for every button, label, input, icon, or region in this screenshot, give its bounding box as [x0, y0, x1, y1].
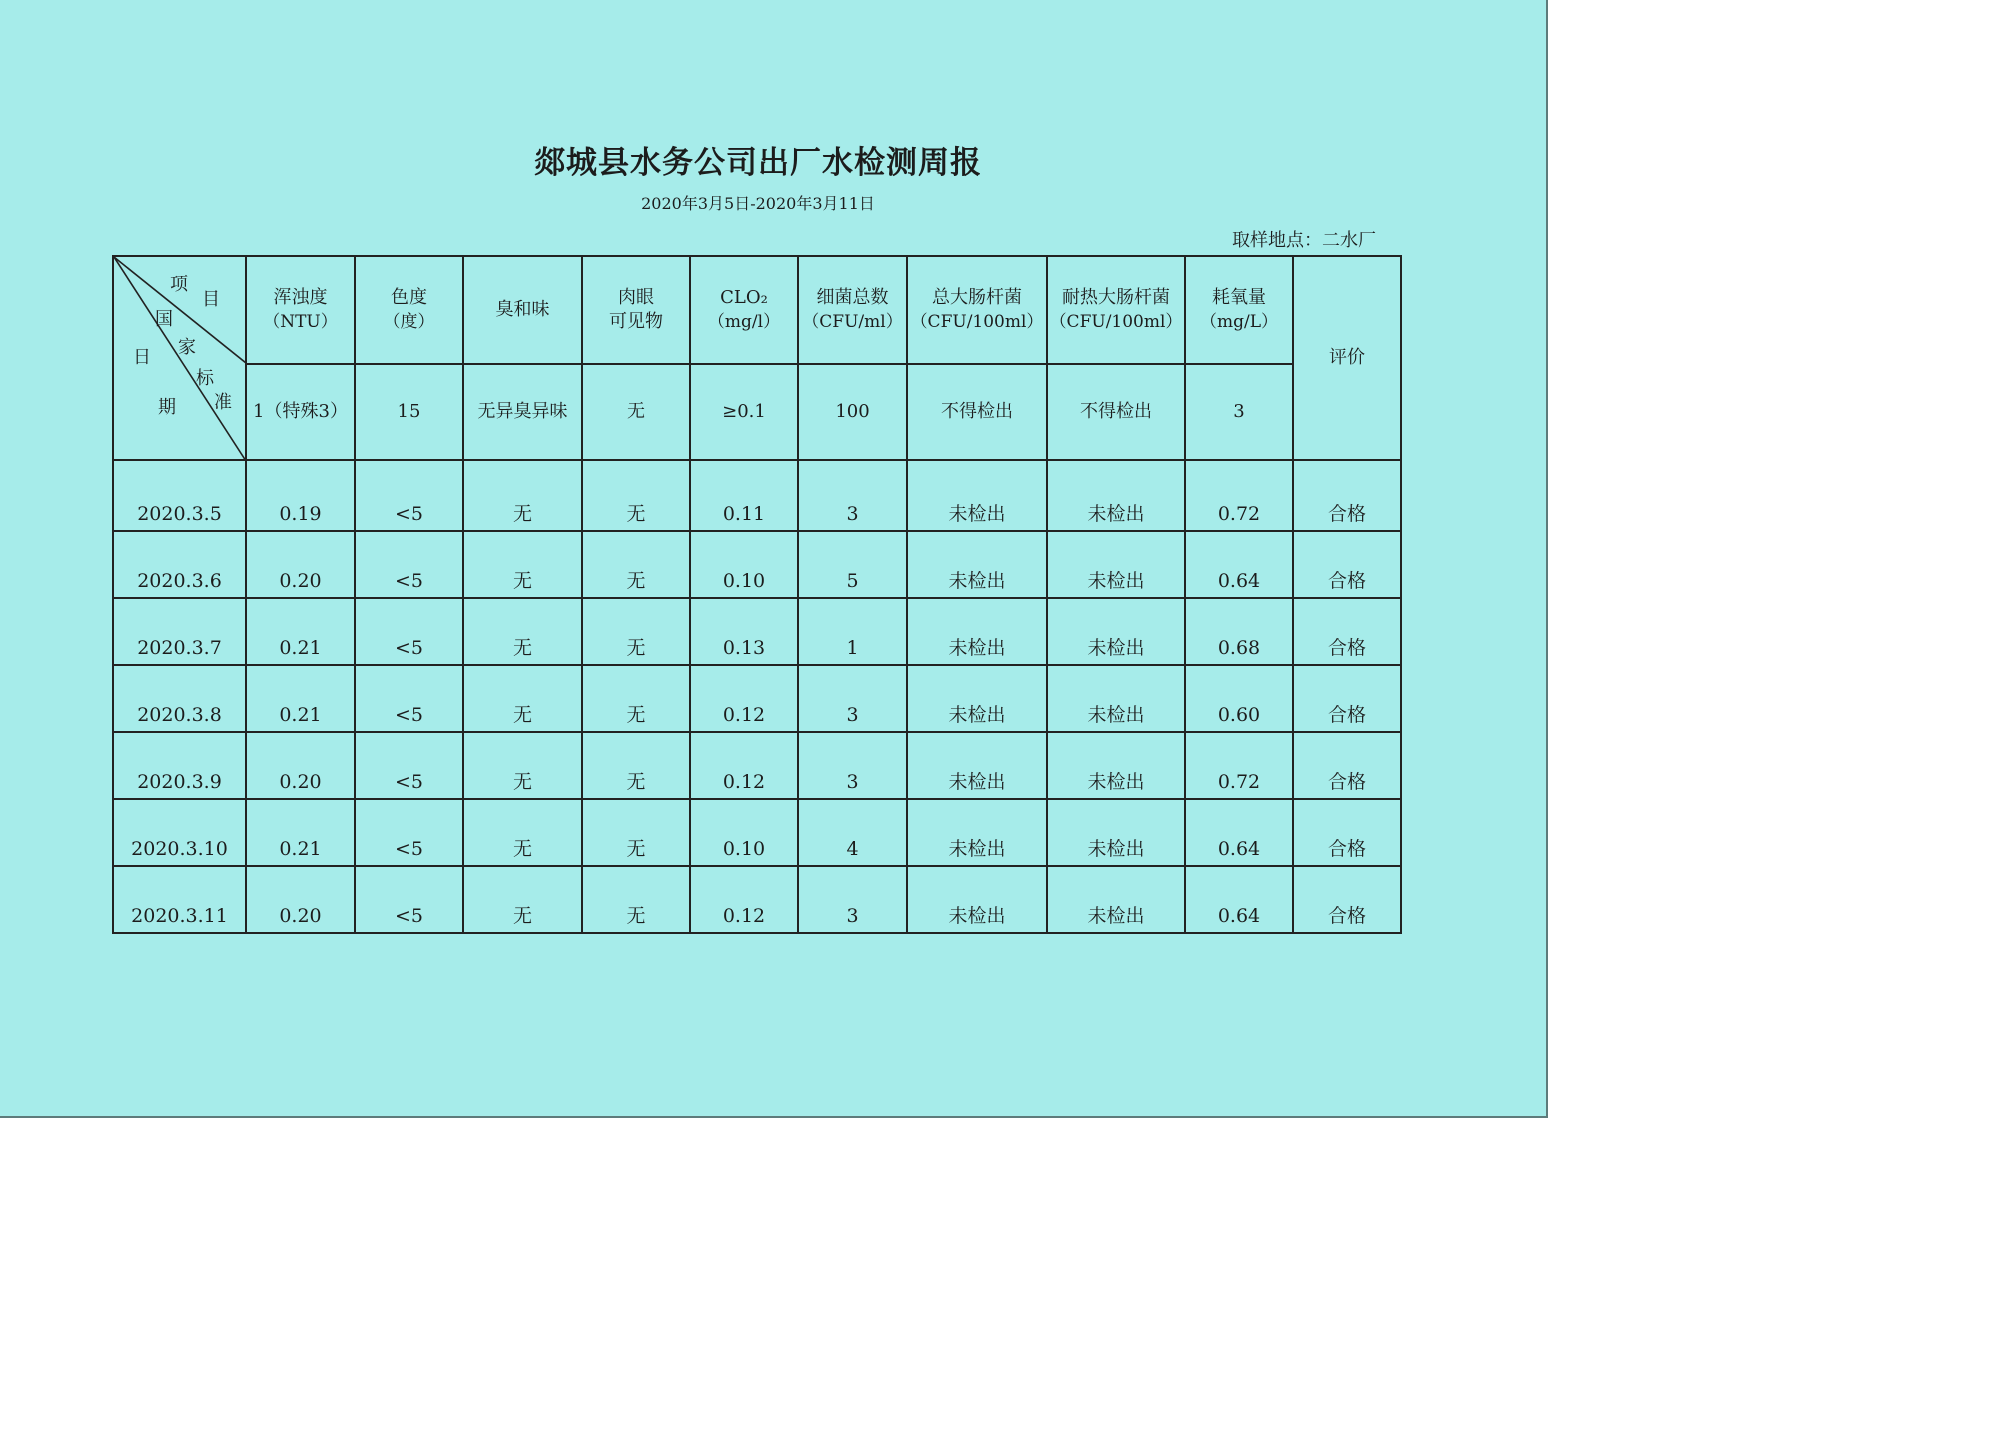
cell-oxygen-consumption: 0.72: [1185, 732, 1293, 799]
cell-total-bacteria: 3: [798, 665, 907, 732]
cell-total-bacteria: 5: [798, 531, 907, 598]
cell-visible-matter: 无: [582, 866, 690, 933]
report-period: 2020年3月5日-2020年3月11日: [641, 194, 875, 213]
cell-thermo-coliform: 未检出: [1047, 460, 1185, 531]
header-clo2: CLO₂ （mg/l）: [690, 256, 798, 364]
cell-total-coliform: 未检出: [907, 531, 1047, 598]
cell-turbidity: 0.21: [246, 598, 355, 665]
cell-turbidity: 0.19: [246, 460, 355, 531]
cell-oxygen-consumption: 0.64: [1185, 799, 1293, 866]
standard-total-coliform: 不得检出: [907, 364, 1047, 460]
cell-total-bacteria: 3: [798, 460, 907, 531]
cell-odor: 无: [463, 866, 582, 933]
cell-clo2: 0.10: [690, 531, 798, 598]
corner-label-item-1: 项: [170, 274, 188, 295]
table-row: [113, 665, 1401, 732]
cell-odor: 无: [463, 598, 582, 665]
cell-total-coliform: 未检出: [907, 460, 1047, 531]
cell-thermo-coliform: 未检出: [1047, 866, 1185, 933]
cell-clo2: 0.11: [690, 460, 798, 531]
cell-odor: 无: [463, 460, 582, 531]
corner-header-cell: [113, 256, 246, 460]
cell-date: 2020.3.10: [113, 799, 246, 866]
cell-total-bacteria: 3: [798, 732, 907, 799]
cell-thermo-coliform: 未检出: [1047, 732, 1185, 799]
cell-visible-matter: 无: [582, 531, 690, 598]
cell-color: <5: [355, 799, 463, 866]
cell-thermo-coliform: 未检出: [1047, 531, 1185, 598]
cell-date: 2020.3.6: [113, 531, 246, 598]
cell-oxygen-consumption: 0.72: [1185, 460, 1293, 531]
cell-oxygen-consumption: 0.60: [1185, 665, 1293, 732]
cell-color: <5: [355, 732, 463, 799]
cell-date: 2020.3.8: [113, 665, 246, 732]
corner-label-date-2: 期: [158, 397, 176, 418]
cell-total-bacteria: 1: [798, 598, 907, 665]
cell-evaluation: 合格: [1293, 799, 1401, 866]
cell-evaluation: 合格: [1293, 460, 1401, 531]
corner-label-standard-1: 国: [155, 309, 173, 330]
cell-turbidity: 0.21: [246, 665, 355, 732]
cell-thermo-coliform: 未检出: [1047, 665, 1185, 732]
standard-visible-matter: 无: [582, 364, 690, 460]
cell-visible-matter: 无: [582, 665, 690, 732]
cell-date: 2020.3.11: [113, 866, 246, 933]
cell-odor: 无: [463, 531, 582, 598]
table-row: [113, 799, 1401, 866]
standard-oxygen-consumption: 3: [1185, 364, 1293, 460]
cell-color: <5: [355, 531, 463, 598]
header-row: [113, 256, 1401, 364]
cell-odor: 无: [463, 665, 582, 732]
cell-total-coliform: 未检出: [907, 598, 1047, 665]
cell-odor: 无: [463, 799, 582, 866]
cell-oxygen-consumption: 0.68: [1185, 598, 1293, 665]
cell-date: 2020.3.5: [113, 460, 246, 531]
header-oxygen-consumption: 耗氧量 （mg/L）: [1185, 256, 1293, 364]
standard-turbidity: 1（特殊3）: [246, 364, 355, 460]
cell-total-coliform: 未检出: [907, 665, 1047, 732]
cell-turbidity: 0.20: [246, 531, 355, 598]
table-row: [113, 598, 1401, 665]
sampling-location-label: 取样地点：: [1232, 230, 1322, 251]
cell-thermo-coliform: 未检出: [1047, 598, 1185, 665]
cell-visible-matter: 无: [582, 799, 690, 866]
cell-turbidity: 0.20: [246, 732, 355, 799]
cell-turbidity: 0.21: [246, 799, 355, 866]
cell-total-bacteria: 4: [798, 799, 907, 866]
table-row: [113, 732, 1401, 799]
standard-odor: 无异臭异味: [463, 364, 582, 460]
header-visible-matter: 肉眼 可见物: [582, 256, 690, 364]
cell-evaluation: 合格: [1293, 598, 1401, 665]
corner-label-item-2: 目: [202, 289, 220, 310]
cell-clo2: 0.12: [690, 732, 798, 799]
corner-label-standard-3: 标: [196, 368, 214, 389]
table-row: [113, 460, 1401, 531]
header-evaluation: 评价: [1293, 256, 1401, 460]
header-total-coliform: 总大肠杆菌 （CFU/100ml）: [907, 256, 1047, 364]
cell-color: <5: [355, 665, 463, 732]
cell-clo2: 0.13: [690, 598, 798, 665]
cell-oxygen-consumption: 0.64: [1185, 531, 1293, 598]
standard-clo2: ≥0.1: [690, 364, 798, 460]
header-odor: 臭和味: [463, 256, 582, 364]
cell-visible-matter: 无: [582, 460, 690, 531]
cell-visible-matter: 无: [582, 598, 690, 665]
cell-odor: 无: [463, 732, 582, 799]
table-row: [113, 866, 1401, 933]
corner-label-standard-4: 准: [214, 392, 232, 413]
standard-color: 15: [355, 364, 463, 460]
cell-oxygen-consumption: 0.64: [1185, 866, 1293, 933]
cell-total-coliform: 未检出: [907, 732, 1047, 799]
header-color: 色度 （度）: [355, 256, 463, 364]
cell-clo2: 0.12: [690, 665, 798, 732]
cell-date: 2020.3.9: [113, 732, 246, 799]
cell-turbidity: 0.20: [246, 866, 355, 933]
cell-date: 2020.3.7: [113, 598, 246, 665]
corner-label-date-1: 日: [133, 347, 151, 368]
cell-color: <5: [355, 598, 463, 665]
corner-label-standard-2: 家: [178, 337, 196, 358]
cell-thermo-coliform: 未检出: [1047, 799, 1185, 866]
cell-color: <5: [355, 460, 463, 531]
table-row: [113, 531, 1401, 598]
header-turbidity: 浑浊度 （NTU）: [246, 256, 355, 364]
cell-evaluation: 合格: [1293, 531, 1401, 598]
sampling-location: [1140, 226, 1376, 252]
header-thermo-coliform: 耐热大肠杆菌 （CFU/100ml）: [1047, 256, 1185, 364]
cell-total-coliform: 未检出: [907, 799, 1047, 866]
water-quality-table: [112, 255, 1402, 934]
cell-evaluation: 合格: [1293, 665, 1401, 732]
cell-visible-matter: 无: [582, 732, 690, 799]
cell-evaluation: 合格: [1293, 732, 1401, 799]
standard-total-bacteria: 100: [798, 364, 907, 460]
cell-color: <5: [355, 866, 463, 933]
sampling-location-value: 二水厂: [1322, 230, 1376, 251]
report-title: 郯城县水务公司出厂水检测周报: [534, 145, 982, 181]
standard-row: [113, 364, 1401, 460]
cell-clo2: 0.10: [690, 799, 798, 866]
header-total-bacteria: 细菌总数 （CFU/ml）: [798, 256, 907, 364]
cell-total-coliform: 未检出: [907, 866, 1047, 933]
cell-total-bacteria: 3: [798, 866, 907, 933]
standard-thermo-coliform: 不得检出: [1047, 364, 1185, 460]
cell-evaluation: 合格: [1293, 866, 1401, 933]
cell-clo2: 0.12: [690, 866, 798, 933]
